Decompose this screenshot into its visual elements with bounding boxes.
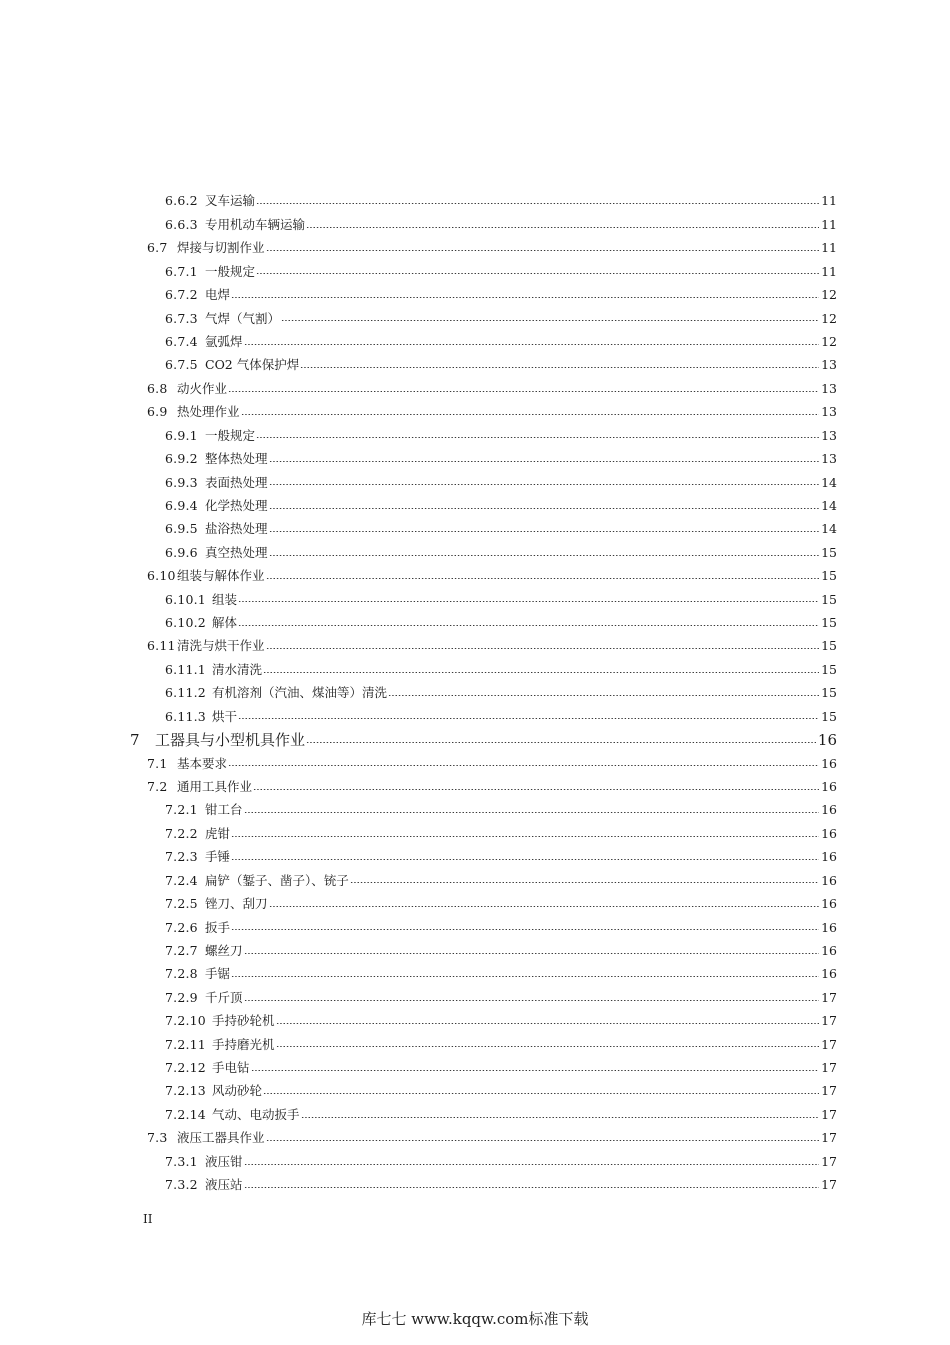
toc-entry[interactable] [0,284,950,307]
toc-entry-number: 6.9.2 [165,451,198,467]
toc-entry-number: 7.3.2 [165,1177,198,1193]
toc-entry[interactable] [0,471,950,494]
toc-entry-title: 手电钻 [212,1060,250,1076]
toc-leader-dots [266,578,820,579]
toc-entry-page: 17 [821,1130,837,1146]
toc-entry[interactable] [0,494,950,517]
toc-leader-dots [263,1093,819,1094]
toc-entry-title: 热处理作业 [177,404,240,420]
toc-entry-number: 7.2.1 [165,802,198,818]
toc-entry-number: 7.2.7 [165,942,198,958]
toc-entry-title: 风动砂轮 [212,1083,263,1099]
toc-leader-dots [266,250,820,251]
toc-entry-number: 7.2.11 [165,1036,206,1052]
toc-entry-title: 化学热处理 [205,497,268,513]
toc-leader-dots [231,836,819,837]
toc-entry[interactable] [0,822,950,845]
toc-entry-title: 一般规定 [205,427,256,443]
toc-entry-number: 6.7 [147,240,168,256]
toc-entry[interactable] [0,893,950,916]
toc-entry-number: 6.10 [147,568,176,584]
toc-entry-page: 13 [821,404,837,420]
toc-entry[interactable] [0,869,950,892]
toc-entry[interactable] [0,424,950,447]
toc-entry-page: 15 [821,544,837,560]
toc-entry-page: 15 [821,591,837,607]
toc-leader-dots [276,1023,820,1024]
toc-entry-page: 12 [821,310,837,326]
toc-leader-dots [269,555,820,556]
toc-leader-dots [263,672,819,673]
toc-entry-number: 6.8 [147,380,168,396]
toc-entry-title: 氩弧焊 [205,333,243,349]
toc-entry[interactable] [0,260,950,283]
toc-entry[interactable] [0,237,950,260]
toc-entry[interactable] [0,1127,950,1150]
toc-entry[interactable] [0,1103,950,1126]
toc-entry-page: 16 [821,872,837,888]
toc-entry-number: 7.2.3 [165,849,198,865]
toc-entry-page: 16 [821,919,837,935]
toc-entry[interactable] [0,940,950,963]
toc-entry-page: 15 [821,638,837,654]
toc-entry[interactable] [0,377,950,400]
toc-entry-title: 液压钳 [205,1153,243,1169]
toc-entry-title: 手持磨光机 [212,1036,275,1052]
toc-leader-dots [231,859,819,860]
toc-entry-page: 16 [821,825,837,841]
toc-entry-page: 14 [821,497,837,513]
toc-entry-page: 17 [821,1106,837,1122]
toc-entry-page: 17 [821,1083,837,1099]
toc-entry-number: 6.6.3 [165,216,198,232]
toc-leader-dots [269,508,820,509]
toc-leader-dots [253,789,819,790]
toc-entry-page: 16 [821,849,837,865]
toc-leader-dots [244,1164,820,1165]
toc-entry-page: 11 [821,263,837,279]
toc-entry-number: 6.11.2 [165,685,206,701]
toc-entry-page: 16 [821,779,837,794]
toc-entry[interactable] [0,401,950,424]
toc-entry-page: 16 [821,802,837,818]
toc-entry-page: 16 [821,755,837,771]
toc-entry-title: 扁铲（錾子、凿子）、铳子 [205,872,349,888]
toc-entry[interactable] [0,658,950,681]
toc-entry[interactable] [0,1174,950,1197]
toc-entry[interactable] [0,354,950,377]
toc-leader-dots [256,203,819,204]
toc-entry[interactable] [0,612,950,635]
toc-entry-title: 手持砂轮机 [212,1013,275,1029]
toc-leader-dots [244,953,820,954]
toc-entry-page: 11 [821,193,837,209]
toc-leader-dots [276,1046,820,1047]
toc-entry[interactable] [0,565,950,588]
toc-entry-number: 7.1 [147,755,168,771]
toc-entry[interactable] [0,682,950,705]
toc-entry-number: 7.2.9 [165,989,198,1005]
toc-entry-number: 6.9.3 [165,474,198,490]
toc-leader-dots [251,1070,820,1071]
toc-entry-title: 液压站 [205,1177,243,1193]
toc-entry[interactable] [0,588,950,611]
toc-entry[interactable] [0,518,950,541]
toc-entry[interactable] [0,190,950,213]
toc-entry-page: 15 [821,661,837,677]
toc-entry-page: 11 [821,240,837,256]
toc-entry[interactable] [0,729,950,752]
toc-entry-number: 6.7.5 [165,357,198,373]
toc-leader-dots [231,976,819,977]
toc-entry-page: 17 [821,1153,837,1169]
toc-leader-dots [231,929,819,930]
toc-entry-title: 气动、电动扳手 [212,1106,300,1122]
toc-entry-number: 6.7.1 [165,263,198,279]
toc-entry-title: 专用机动车辆运输 [205,216,306,232]
toc-entry-page: 17 [821,1036,837,1052]
toc-entry-page: 16 [821,966,837,982]
toc-entry-number: 6.7.3 [165,310,198,326]
toc-leader-dots [238,601,819,602]
toc-leader-dots [269,906,820,907]
toc-entry-number: 6.10.1 [165,591,206,607]
toc-leader-dots [256,437,819,438]
toc-entry-title: 焊接与切割作业 [177,240,265,256]
toc-entry-number: 6.11.3 [165,708,206,724]
toc-entry-number: 6.7.2 [165,287,198,303]
toc-leader-dots [281,320,819,321]
toc-entry-title: 清洗与烘干作业 [177,638,265,654]
toc-entry-number: 7.2.8 [165,966,198,982]
toc-entry-page: 17 [821,1013,837,1029]
toc-entry-page: 17 [821,1177,837,1193]
toc-entry-title: 通用工具作业 [177,779,253,794]
toc-entry-number: 7.2.10 [165,1013,206,1029]
toc-leader-dots [231,297,819,298]
toc-entry[interactable] [0,752,950,775]
toc-entry-title: 动火作业 [177,380,228,396]
toc-entry-number: 6.9.4 [165,497,198,513]
toc-entry-number: 6.10.2 [165,615,206,631]
toc-entry-title: CO2 气体保护焊 [205,357,300,373]
toc-entry-title: 叉车运输 [205,193,256,209]
toc-leader-dots [228,765,819,766]
toc-entry[interactable] [0,1033,950,1056]
toc-entry[interactable] [0,1057,950,1080]
toc-leader-dots [266,1140,820,1141]
toc-entry[interactable] [0,331,950,354]
toc-entry-title: 电焊 [205,287,231,303]
toc-entry-page: 15 [821,568,837,584]
toc-entry-page: 11 [821,216,837,232]
toc-entry-page: 12 [821,333,837,349]
toc-entry[interactable] [0,986,950,1009]
toc-entry-page: 15 [821,708,837,724]
toc-entry-number: 7.2.4 [165,872,198,888]
toc-entry-number: 7.3.1 [165,1153,198,1169]
toc-entry-page: 13 [821,357,837,373]
footer-watermark: 库七七 www.kqqw.com标准下载 [361,1310,589,1328]
toc-entry-number: 6.6.2 [165,193,198,209]
toc-entry-number: 6.9.1 [165,427,198,443]
toc-entry-title: 气焊（气割） [205,310,281,326]
toc-leader-dots [266,648,820,649]
toc-entry-number: 7.2.12 [165,1060,206,1076]
toc-entry[interactable] [0,1080,950,1103]
toc-entry-title: 液压工器具作业 [177,1130,265,1146]
toc-entry-title: 千斤顶 [205,989,243,1005]
toc-entry[interactable] [0,307,950,330]
toc-entry-page: 16 [821,896,837,912]
toc-entry-number: 6.9 [147,404,168,420]
toc-entry-number: 6.11.1 [165,661,206,677]
toc-entry[interactable] [0,846,950,869]
toc-entry-number: 7.2.14 [165,1106,206,1122]
toc-leader-dots [306,742,816,743]
toc-entry-title: 手锯 [205,966,231,982]
toc-entry[interactable] [0,705,950,728]
toc-entry-title: 真空热处理 [205,544,268,560]
toc-entry[interactable] [0,448,950,471]
toc-leader-dots [350,882,819,883]
toc-entry-page: 15 [821,685,837,701]
toc-entry-page: 16 [821,942,837,958]
toc-leader-dots [269,531,820,532]
toc-entry-title: 扳手 [205,919,231,935]
toc-leader-dots [241,414,820,415]
toc-leader-dots [301,1117,820,1118]
toc-entry-title: 盐浴热处理 [205,521,268,537]
toc-leader-dots [244,812,820,813]
toc-entry-title: 锉刀、刮刀 [205,896,268,912]
toc-entry[interactable] [0,213,950,236]
toc-entry-title: 钳工台 [205,802,243,818]
toc-entry-title: 组装 [212,591,238,607]
toc-leader-dots [238,625,819,626]
toc-entry-title: 虎钳 [205,825,231,841]
toc-entry-number: 7.2.2 [165,825,198,841]
toc-entry-title: 有机溶剂（汽油、煤油等）清洗 [212,685,388,701]
toc-leader-dots [228,391,819,392]
toc-entry-number: 7.2 [147,779,168,794]
toc-entry-number: 6.7.4 [165,333,198,349]
toc-entry-title: 一般规定 [205,263,256,279]
toc-entry-number: 6.9.5 [165,521,198,537]
toc-entry-title: 解体 [212,615,238,631]
toc-entry-title: 清水清洗 [212,661,263,677]
toc-entry[interactable] [0,541,950,564]
toc-entry-page: 13 [821,427,837,443]
toc-entry-page: 16 [817,730,837,749]
table-of-contents [0,190,950,1197]
toc-leader-dots [238,718,819,719]
toc-leader-dots [388,695,819,696]
toc-entry-page: 13 [821,380,837,396]
toc-entry-title: 螺丝刀 [205,942,243,958]
toc-entry-title: 烘干 [212,708,238,724]
toc-entry-title: 组装与解体作业 [177,568,265,584]
toc-entry-page: 13 [821,451,837,467]
toc-leader-dots [244,1000,820,1001]
toc-entry[interactable] [0,635,950,658]
toc-entry-page: 15 [821,615,837,631]
toc-entry[interactable] [0,799,950,822]
toc-leader-dots [269,461,820,462]
toc-entry-number: 7.2.6 [165,919,198,935]
toc-entry-page: 17 [821,989,837,1005]
toc-leader-dots [244,1187,820,1188]
toc-entry-number: 6.9.6 [165,544,198,560]
toc-leader-dots [300,367,819,368]
toc-entry-page: 12 [821,287,837,303]
toc-entry-number: 7.3 [147,1130,168,1146]
toc-leader-dots [306,227,819,228]
toc-entry-number: 6.11 [147,638,176,654]
toc-entry-page: 17 [821,1060,837,1076]
toc-entry[interactable] [0,916,950,939]
toc-entry-title: 基本要求 [177,755,228,771]
toc-leader-dots [244,344,820,345]
toc-leader-dots [256,273,819,274]
page-folio: II [143,1212,153,1226]
toc-entry-title: 整体热处理 [205,451,268,467]
toc-leader-dots [269,484,820,485]
toc-entry-number: 7.2.5 [165,896,198,912]
toc-entry-title: 手锤 [205,849,231,865]
toc-entry[interactable] [0,776,950,799]
toc-entry[interactable] [0,1150,950,1173]
toc-entry[interactable] [0,1010,950,1033]
toc-entry-page: 14 [821,474,837,490]
toc-entry-page: 14 [821,521,837,537]
toc-entry[interactable] [0,963,950,986]
toc-entry-title: 表面热处理 [205,474,268,490]
toc-entry-number: 7.2.13 [165,1083,206,1099]
toc-entry-title: 工器具与小型机具作业 [155,730,306,749]
toc-entry-number: 7 [130,730,140,749]
